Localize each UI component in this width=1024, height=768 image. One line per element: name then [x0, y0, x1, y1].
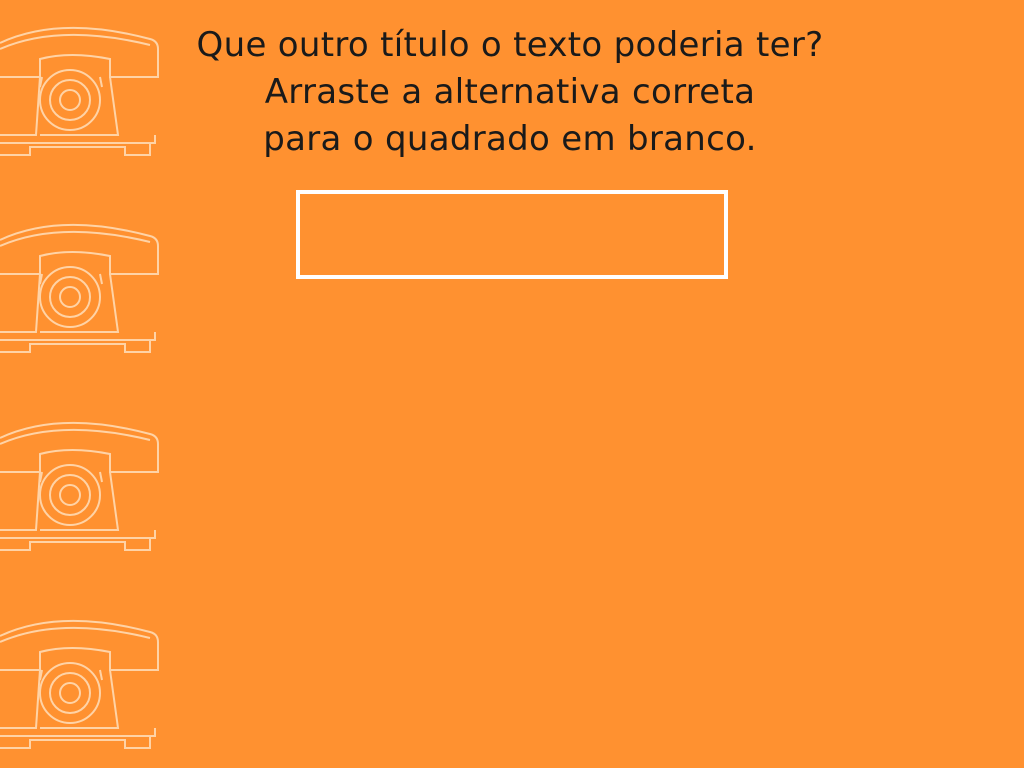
telephone-icon [0, 15, 165, 160]
decorative-phone-strip [0, 0, 170, 768]
telephone-icon [0, 410, 165, 555]
instruction-line-1: Que outro título o texto poderia ter? [196, 25, 824, 65]
telephone-icon [0, 608, 165, 753]
answer-drop-zone[interactable] [296, 190, 728, 279]
instruction-line-2: Arraste a alternativa correta [264, 72, 756, 112]
instruction-line-3: para o quadrado em branco. [263, 119, 757, 159]
telephone-icon [0, 212, 165, 357]
instructions-text [190, 22, 830, 163]
